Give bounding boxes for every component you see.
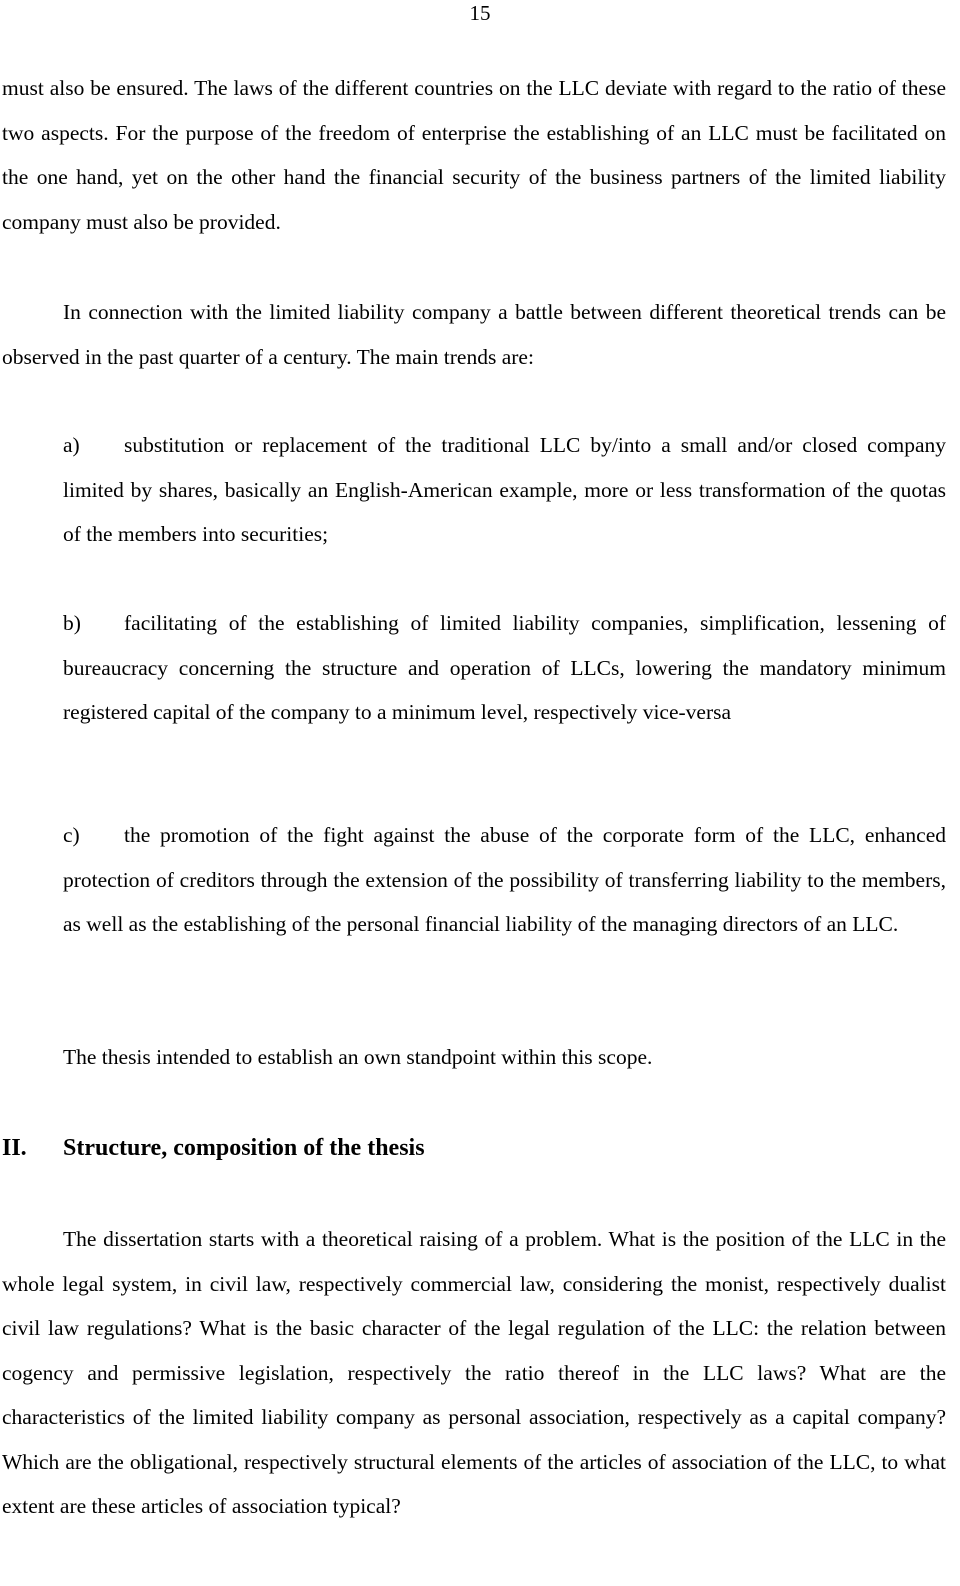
list-marker: b)	[63, 611, 81, 635]
section-title: Structure, composition of the thesis	[63, 1135, 425, 1161]
list-item-text: facilitating of the establishing of limited liability companies, simplification, lessening of bureaucracy concerning the structure and operation of LLCs, lowering the mandatory minimum registered capital of the company to a minimum level, respectively vice-versa	[63, 611, 946, 724]
paragraph-trends-intro: In connection with the limited liability company a battle between different theoretical trends can be observed in the past quarter of a century. The main trends are:	[2, 300, 946, 369]
list-marker: a)	[63, 433, 80, 457]
section-number: II.	[2, 1135, 27, 1161]
list-marker: c)	[63, 823, 80, 847]
list-item-b	[63, 601, 946, 735]
list-item-c	[63, 813, 946, 947]
paragraph-thesis-standpoint: The thesis intended to establish an own standpoint within this scope.	[63, 1045, 653, 1069]
section-heading	[2, 1130, 425, 1166]
list-item-a	[63, 423, 946, 557]
paragraph-dissertation: The dissertation starts with a theoretical raising of a problem. What is the position of the LLC in the whole legal system, in civil law, respectively commercial law, considering the monist, respectively dualist civil law regulations? What is the basic character of the legal regulation of the LLC: the relation between cogency and permissive legislation, respectively the ratio thereof in the LLC laws? What are the characteristics of the limited liability company as personal association, respectively as a capital company? Which are the obligational, respectively structural elements of the articles of association of the LLC, to what extent are these articles of association typical?	[2, 1227, 946, 1518]
paragraph-continued: must also be ensured. The laws of the different countries on the LLC deviate with regard to the ratio of these two aspects. For the purpose of the freedom of enterprise the establishing of an LLC must be facilitated on the one hand, yet on the other hand the financial security of the business partners of the limited liability company must also be provided.	[2, 76, 946, 234]
list-item-text: the promotion of the fight against the abuse of the corporate form of the LLC, enhanced protection of creditors through the extension of the possibility of transferring liability to the members, as well as the establishing of the personal financial liability of the managing directors of an LLC.	[63, 823, 946, 936]
list-item-text: substitution or replacement of the traditional LLC by/into a small and/or closed company limited by shares, basically an English-American example, more or less transformation of the quotas of the members into securities;	[63, 433, 946, 546]
page-number: 15	[469, 1, 491, 25]
